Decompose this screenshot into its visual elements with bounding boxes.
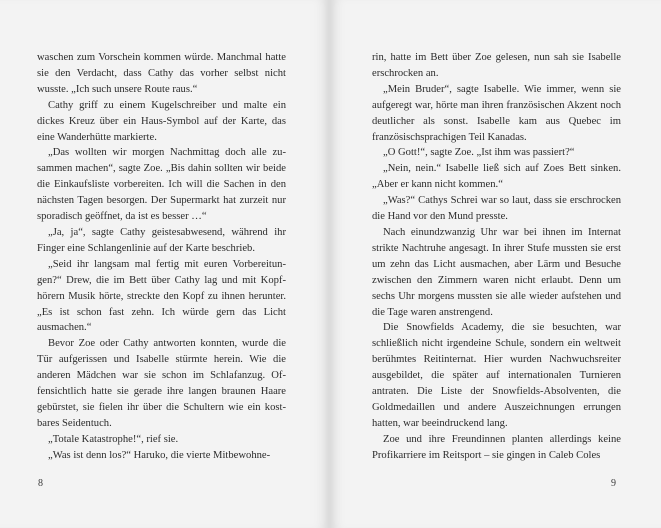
paragraph: „Nein, nein.“ Isabelle ließ sich auf Zoes Bett sinken. „Aber er kann nicht kommen.“ (372, 163, 621, 191)
paragraph: Bevor Zoe oder Cathy antworten konnten, wurde die Tür aufgerissen und Isabelle stürmte herein. Wie die anderen Mädchen war sie schon im Schlafanzug. Offensichtlich hatte sie gerade ihre langen braunen Haare gebürstet, sie fielen ihr über die Schultern wie ein kostbares Seidentuch. (37, 338, 286, 429)
paragraph: „Ja, ja“, sagte Cathy geistesabwesend, während ihr Finger eine Schlangenlinie auf der Karte beschrieb. (37, 226, 286, 254)
page-number: 8 (38, 478, 43, 489)
paragraph: Zoe und ihre Freundinnen planten allerdings keine Profikarriere im Reitsport – sie gingen in Caleb Coles (372, 433, 621, 461)
paragraph: Nach einundzwanzig Uhr war bei ihnen im Internat strikte Nachtruhe angesagt. In ihrer Stufe mussten sie erst um zehn das Licht ausmachen, aber Lärm und Besuche zwischen den Zimmern waren nicht erlaubt. Denn um sechs Uhr morgens mussten sie alle wieder aufstehen und die Tage waren anstrengend. (372, 226, 621, 318)
paragraph: rin, hatte im Bett über Zoe gelesen, nun sah sie Isabelle erschrocken an. (372, 52, 621, 79)
paragraph: Cathy griff zu einem Kugelschreiber und malte ein dickes Kreuz über ein Haus-Symbol auf der Karte, das eine Wanderhütte markierte. (37, 99, 286, 143)
left-page-text (37, 50, 286, 464)
paragraph: „Das wollten wir morgen Nachmittag doch alle zusammen machen“, sagte Zoe. „Bis dahin sollten wir beide die Einkaufsliste vorbereiten. Ich will die Sachen in den nächsten Tagen besorgen. Der Supermarkt hat zurzeit nur sporadisch geöffnet, da ist es besser …“ (37, 147, 286, 223)
paragraph: Die Snowfields Academy, die sie besuchten, war schließlich nicht irgendeine Schule, sondern ein weltweit berühmtes Reitinternat. Hier wurden Nachwuchsreiter ausgebildet, die später auf internationalen Turnieren antraten. Die Liste der Snowfields-Absolventen, die Goldmedaillen und andere Auszeichnungen errungen hatten, war beeindruckend lang. (372, 322, 621, 429)
paragraph: „Was?“ Cathys Schrei war so laut, dass sie erschrocken die Hand vor den Mund presste. (372, 195, 621, 223)
right-page (331, 0, 661, 528)
page-number: 9 (611, 478, 616, 489)
paragraph: „Mein Bruder“, sagte Isabelle. Wie immer, wenn sie aufgeregt war, hörte man ihren französischen Akzent noch deutlicher als sonst. Isabelle kam aus Quebec im französischsprachigen Teil Kanadas. (372, 83, 621, 143)
left-page (0, 0, 328, 528)
paragraph: waschen zum Vorschein kommen würde. Manchmal hatte sie den Verdacht, dass Cathy das vorher selbst nicht wusste. „Ich such unsere Route raus.“ (37, 52, 286, 95)
paragraph: „O Gott!“, sagte Zoe. „Ist ihm was passiert?“ (383, 147, 575, 159)
paragraph: „Seid ihr langsam mal fertig mit euren Vorbereitungen?“ Drew, die im Bett über Cathy lag und mit Kopfhörern Musik hörte, streckte den Kopf zu ihnen herunter. „Es ist schon fast zehn. Ich würde gern das Licht ausmachen.“ (37, 258, 286, 334)
right-page-text (372, 50, 621, 464)
paragraph: „Totale Katastrophe!“, rief sie. (48, 433, 179, 445)
paragraph: „Was ist denn los?“ Haruko, die vierte Mitbewohne- (48, 449, 271, 461)
